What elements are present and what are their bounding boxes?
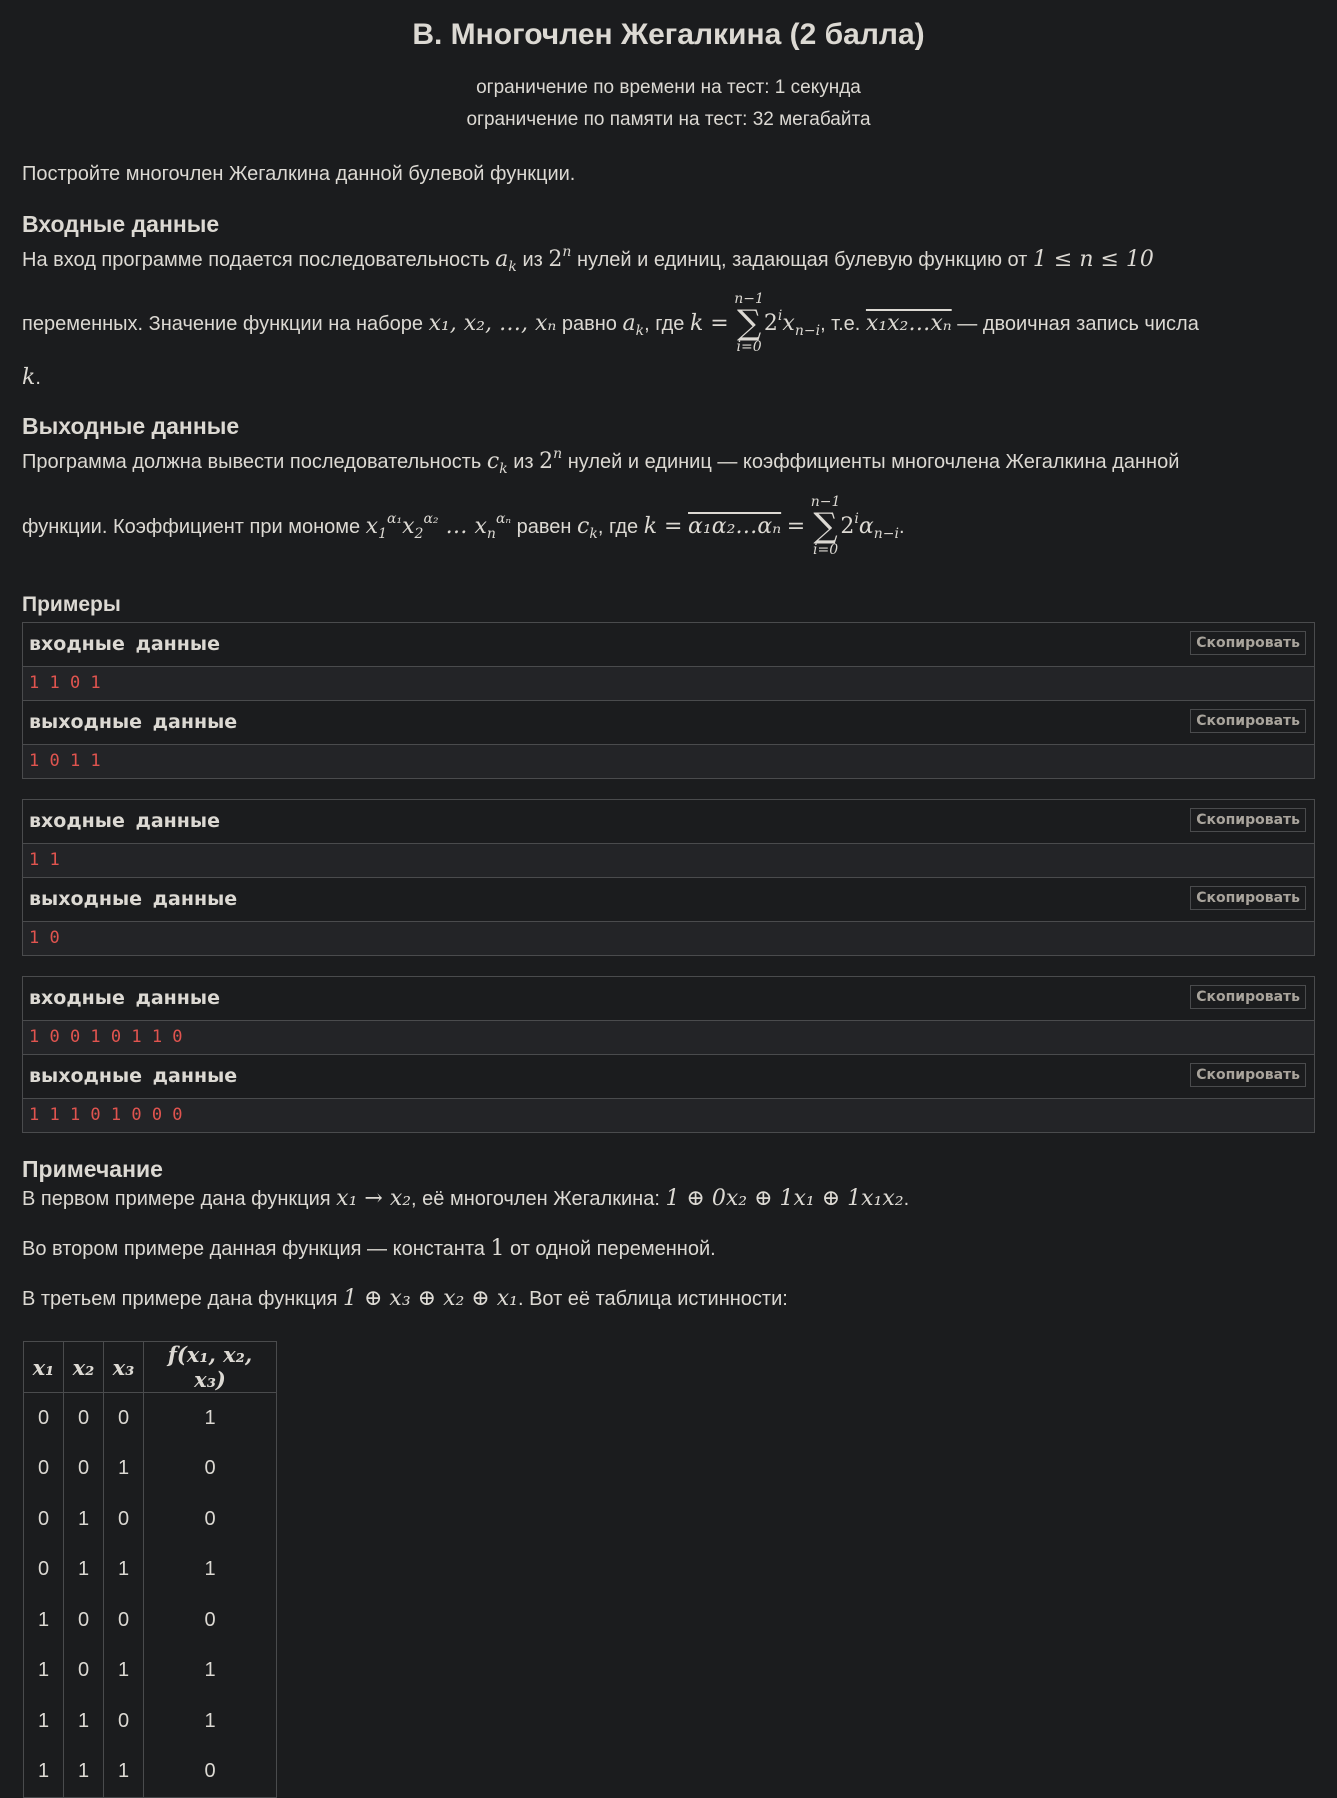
output-value[interactable]: 1 1 1 0 1 0 0 0 <box>29 1105 183 1125</box>
sum-symbol-out: n−1 ∑ i=0 <box>810 493 841 558</box>
cell-x3: 0 <box>104 1494 144 1545</box>
input-label: входные данные <box>29 810 220 832</box>
copy-output-button[interactable]: Скопировать <box>1190 1063 1306 1087</box>
math-c-k-2: $c_k$ <box>577 514 598 542</box>
sample-output <box>23 1055 1314 1132</box>
examples-title: Примеры <box>22 593 121 616</box>
problem-header <box>22 0 1315 136</box>
input-section-title: Входные данные <box>22 211 220 237</box>
output-spec-line-1: Программа должна вывести последовательность $c_k$ из 2$^n$ нулей и единиц — коэффициенты многочлена Жегалкина данной <box>22 446 1180 477</box>
note-title: Примечание <box>22 1156 163 1182</box>
cell-x1: 0 <box>24 1545 64 1596</box>
cell-x2: 0 <box>64 1393 104 1444</box>
sample-input <box>23 623 1314 701</box>
cell-x3: 1 <box>104 1747 144 1798</box>
output-label: выходные данные <box>29 1065 238 1087</box>
math-a-k: $a_k$ <box>495 247 517 275</box>
note-paragraph-3: В третьем примере дана функция 1 ⊕ x₃ ⊕ x₂ ⊕ x₁. Вот её таблица истинности: <box>22 1286 788 1311</box>
input-value[interactable]: 1 1 0 1 <box>29 673 101 693</box>
output-label: выходные данные <box>29 711 238 733</box>
copy-output-button[interactable]: Скопировать <box>1190 709 1306 733</box>
sample-input <box>23 977 1314 1055</box>
input-spec-line-3: k. <box>22 365 41 390</box>
cell-f: 0 <box>144 1494 277 1545</box>
output-value[interactable]: 1 0 <box>29 928 60 948</box>
memory-limit: ограничение по памяти на тест: 32 мегабайта <box>466 109 871 130</box>
cell-x3: 1 <box>104 1545 144 1596</box>
copy-output-button[interactable]: Скопировать <box>1190 886 1306 910</box>
note-paragraph-1: В первом примере дана функция x₁ → x₂, её многочлен Жегалкина: 1 ⊕ 0x₂ ⊕ 1x₁ ⊕ 1x₁x₂. <box>22 1186 910 1211</box>
math-sum-body-out: $2^i\alpha_{n-i}$ <box>840 511 899 542</box>
table-row <box>24 1696 277 1747</box>
legend-text: Постройте многочлен Жегалкина данной булевой функции. <box>22 163 576 185</box>
cell-f: 0 <box>144 1595 277 1646</box>
input-label: входные данные <box>29 633 220 655</box>
cell-f: 1 <box>144 1646 277 1697</box>
problem-title: B. Многочлен Жегалкина (2 балла) <box>412 18 925 51</box>
cell-x3: 1 <box>104 1646 144 1697</box>
math-n-range: 1 ≤ n ≤ 10 <box>1032 247 1154 272</box>
cell-f: 1 <box>144 1393 277 1444</box>
sample-test-3 <box>22 976 1315 1133</box>
note-section <box>22 1155 1315 1798</box>
copy-input-button[interactable]: Скопировать <box>1190 631 1306 655</box>
examples-section <box>22 592 1315 1133</box>
header-f: f(x₁, x₂, x₃) <box>144 1342 277 1393</box>
input-value[interactable]: 1 0 0 1 0 1 1 0 <box>29 1027 183 1047</box>
input-spec-line-2: переменных. Значение функции на наборе x₁, x₂, …, xₙ равно $a_k$, где k = n−1 ∑ i=0 $2^ix_{n-i}$, т.е. x₁x₂…xₙ — двоичная запись числа <box>22 290 1199 355</box>
cell-x3: 0 <box>104 1393 144 1444</box>
input-spec-line-1: На вход программе подается последовательность $a_k$ из 2$^n$ нулей и единиц, задающая булевую функцию от 1 ≤ n ≤ 10 <box>22 244 1154 275</box>
truth-table-header <box>24 1342 277 1393</box>
output-value[interactable]: 1 0 1 1 <box>29 751 101 771</box>
copy-input-button[interactable]: Скопировать <box>1190 808 1306 832</box>
cell-f: 0 <box>144 1747 277 1798</box>
time-limit: ограничение по времени на тест: 1 секунда <box>476 77 861 98</box>
cell-x1: 0 <box>24 1393 64 1444</box>
cell-x2: 0 <box>64 1444 104 1495</box>
sample-test-1 <box>22 622 1315 779</box>
truth-table <box>23 1341 277 1798</box>
cell-f: 0 <box>144 1444 277 1495</box>
sample-input <box>23 800 1314 878</box>
header-x3: x₃ <box>104 1342 144 1393</box>
cell-x1: 0 <box>24 1444 64 1495</box>
output-section-title: Выходные данные <box>22 413 240 439</box>
math-2-pow-n: 2$^n$ <box>548 244 572 272</box>
sample-output <box>23 878 1314 955</box>
cell-x2: 1 <box>64 1545 104 1596</box>
output-specification <box>22 412 1315 570</box>
table-row <box>24 1747 277 1798</box>
cell-x1: 1 <box>24 1696 64 1747</box>
table-row <box>24 1595 277 1646</box>
math-alpha-record: α₁α₂…αₙ <box>688 514 782 539</box>
header-x1: x₁ <box>24 1342 64 1393</box>
table-row <box>24 1393 277 1444</box>
output-spec-line-2: функции. Коэффициент при мономе $x_1^{\alpha_1}x_2^{\alpha_2}$ … $x_n^{\alpha_n}$ равен $c_k$, где k = α₁α₂…αₙ = n−1 ∑ i=0 $2^i\alpha_{n-i}$. <box>22 493 905 558</box>
input-label: входные данные <box>29 987 220 1009</box>
cell-x1: 1 <box>24 1747 64 1798</box>
cell-f: 1 <box>144 1545 277 1596</box>
note-paragraph-2: Во втором примере данная функция — константа 1 от одной переменной. <box>22 1236 716 1261</box>
cell-x2: 1 <box>64 1696 104 1747</box>
math-k-equals-out: k = <box>643 514 683 539</box>
cell-x2: 0 <box>64 1595 104 1646</box>
math-binary-record: x₁x₂…xₙ <box>865 311 952 336</box>
table-row <box>24 1646 277 1697</box>
math-monomial: $x_1^{\alpha_1}x_2^{\alpha_2}$ … $x_n^{\alpha_n}$ <box>365 511 512 542</box>
table-row <box>24 1545 277 1596</box>
sample-output <box>23 701 1314 778</box>
cell-x1: 1 <box>24 1595 64 1646</box>
cell-x1: 0 <box>24 1494 64 1545</box>
cell-x3: 0 <box>104 1696 144 1747</box>
cell-x2: 1 <box>64 1494 104 1545</box>
cell-f: 1 <box>144 1696 277 1747</box>
sample-test-2 <box>22 799 1315 956</box>
header-x2: x₂ <box>64 1342 104 1393</box>
table-row <box>24 1494 277 1545</box>
math-sum-body: $2^ix_{n-i}$ <box>763 308 821 339</box>
math-x-tuple: x₁, x₂, …, xₙ <box>428 311 557 336</box>
math-c-k: $c_k$ <box>486 449 508 477</box>
copy-input-button[interactable]: Скопировать <box>1190 985 1306 1009</box>
math-k-equals: k = <box>689 311 729 336</box>
output-label: выходные данные <box>29 888 238 910</box>
sum-symbol: n−1 ∑ i=0 <box>734 290 764 355</box>
math-a-k-2: $a_k$ <box>622 311 645 339</box>
cell-x3: 0 <box>104 1595 144 1646</box>
math-2-pow-n-out: 2$^n$ <box>539 446 563 474</box>
cell-x3: 1 <box>104 1444 144 1495</box>
cell-x2: 0 <box>64 1646 104 1697</box>
input-value[interactable]: 1 1 <box>29 850 60 870</box>
table-row <box>24 1444 277 1495</box>
cell-x1: 1 <box>24 1646 64 1697</box>
input-specification <box>22 210 1315 390</box>
cell-x2: 1 <box>64 1747 104 1798</box>
